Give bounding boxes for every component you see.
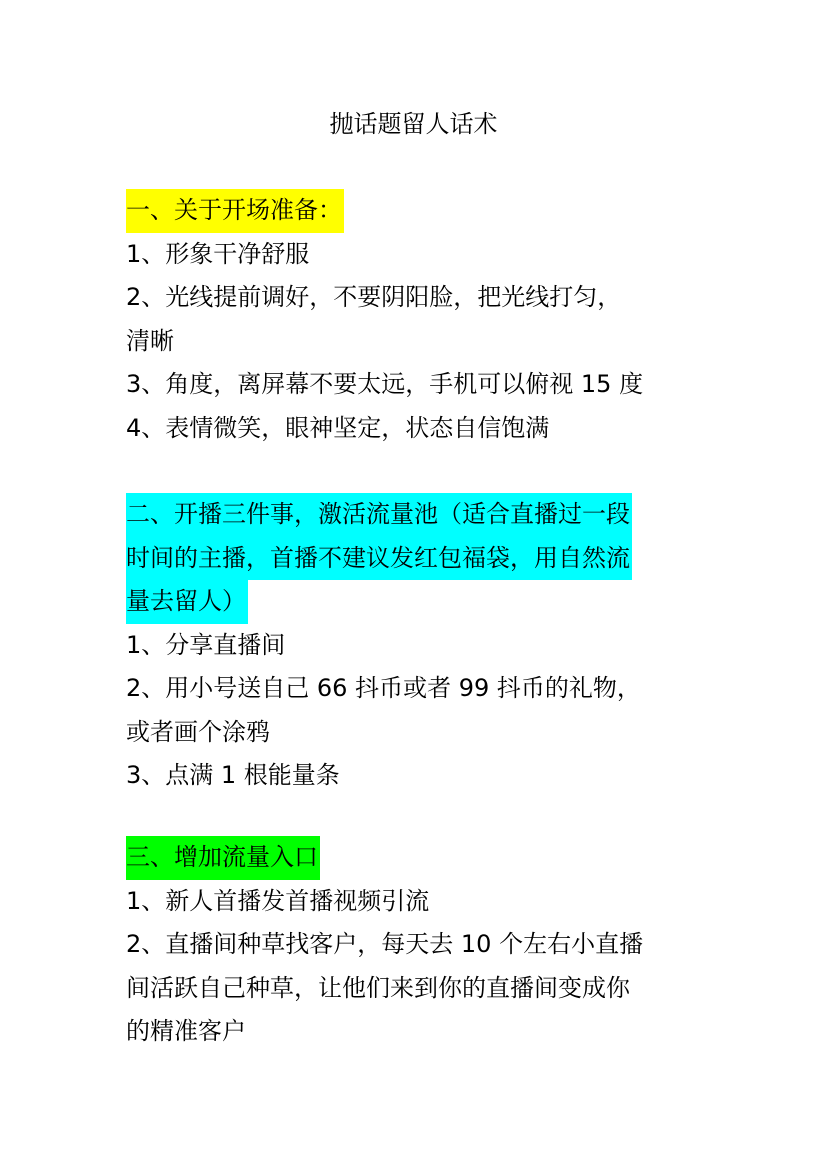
list-item-line: 间活跃自己种草，让他们来到你的直播间变成你: [126, 973, 630, 1002]
list-item-line: 2、用小号送自己 66 抖币或者 99 抖币的礼物，: [126, 674, 641, 702]
section-three-things: [126, 493, 706, 798]
list-item: [126, 407, 706, 451]
list-item-line: 2、直播间种草找客户，每天去 10 个左右小直播: [126, 930, 644, 958]
list-item-line: 3、点满 1 根能量条: [126, 761, 340, 789]
list-item-line: 的精准客户: [126, 1017, 246, 1045]
list-item-line: 1、分享直播间: [126, 630, 286, 659]
list-item: [126, 923, 706, 1054]
section-heading-line: 量去留人）: [126, 580, 248, 624]
section-heading-line: 时间的主播，首播不建议发红包福袋，用自然流: [126, 537, 632, 581]
section-traffic-entry: [126, 836, 706, 1054]
list-item-line: 2、光线提前调好，不要阴阳脸，把光线打匀，: [126, 283, 622, 311]
list-item-line: 清晰: [126, 326, 174, 355]
list-item-line: 1、形象干净舒服: [126, 239, 310, 268]
section-heading-line: 三、增加流量入口: [126, 836, 320, 880]
section-heading: [126, 493, 706, 624]
list-item-line: 3、角度，离屏幕不要太远，手机可以俯视 15 度: [126, 370, 644, 398]
section-opening-prep: [126, 189, 706, 450]
list-item: [126, 624, 706, 668]
list-item: [126, 233, 706, 277]
section-heading: [126, 836, 706, 880]
list-item: [126, 667, 706, 754]
list-item: [126, 276, 706, 363]
list-item-line: 4、表情微笑，眼神坚定，状态自信饱满: [126, 413, 550, 442]
list-item: [126, 363, 706, 407]
list-item-line: 1、新人首播发首播视频引流: [126, 886, 430, 915]
list-item-line: 或者画个涂鸦: [126, 717, 270, 746]
section-heading: [126, 189, 706, 233]
list-item: [126, 754, 706, 798]
section-heading-line: 一、关于开场准备：: [126, 189, 344, 233]
list-item: [126, 880, 706, 924]
document-title: 抛话题留人话术: [329, 110, 498, 138]
section-heading-line: 二、开播三件事，激活流量池（适合直播过一段: [126, 493, 632, 537]
